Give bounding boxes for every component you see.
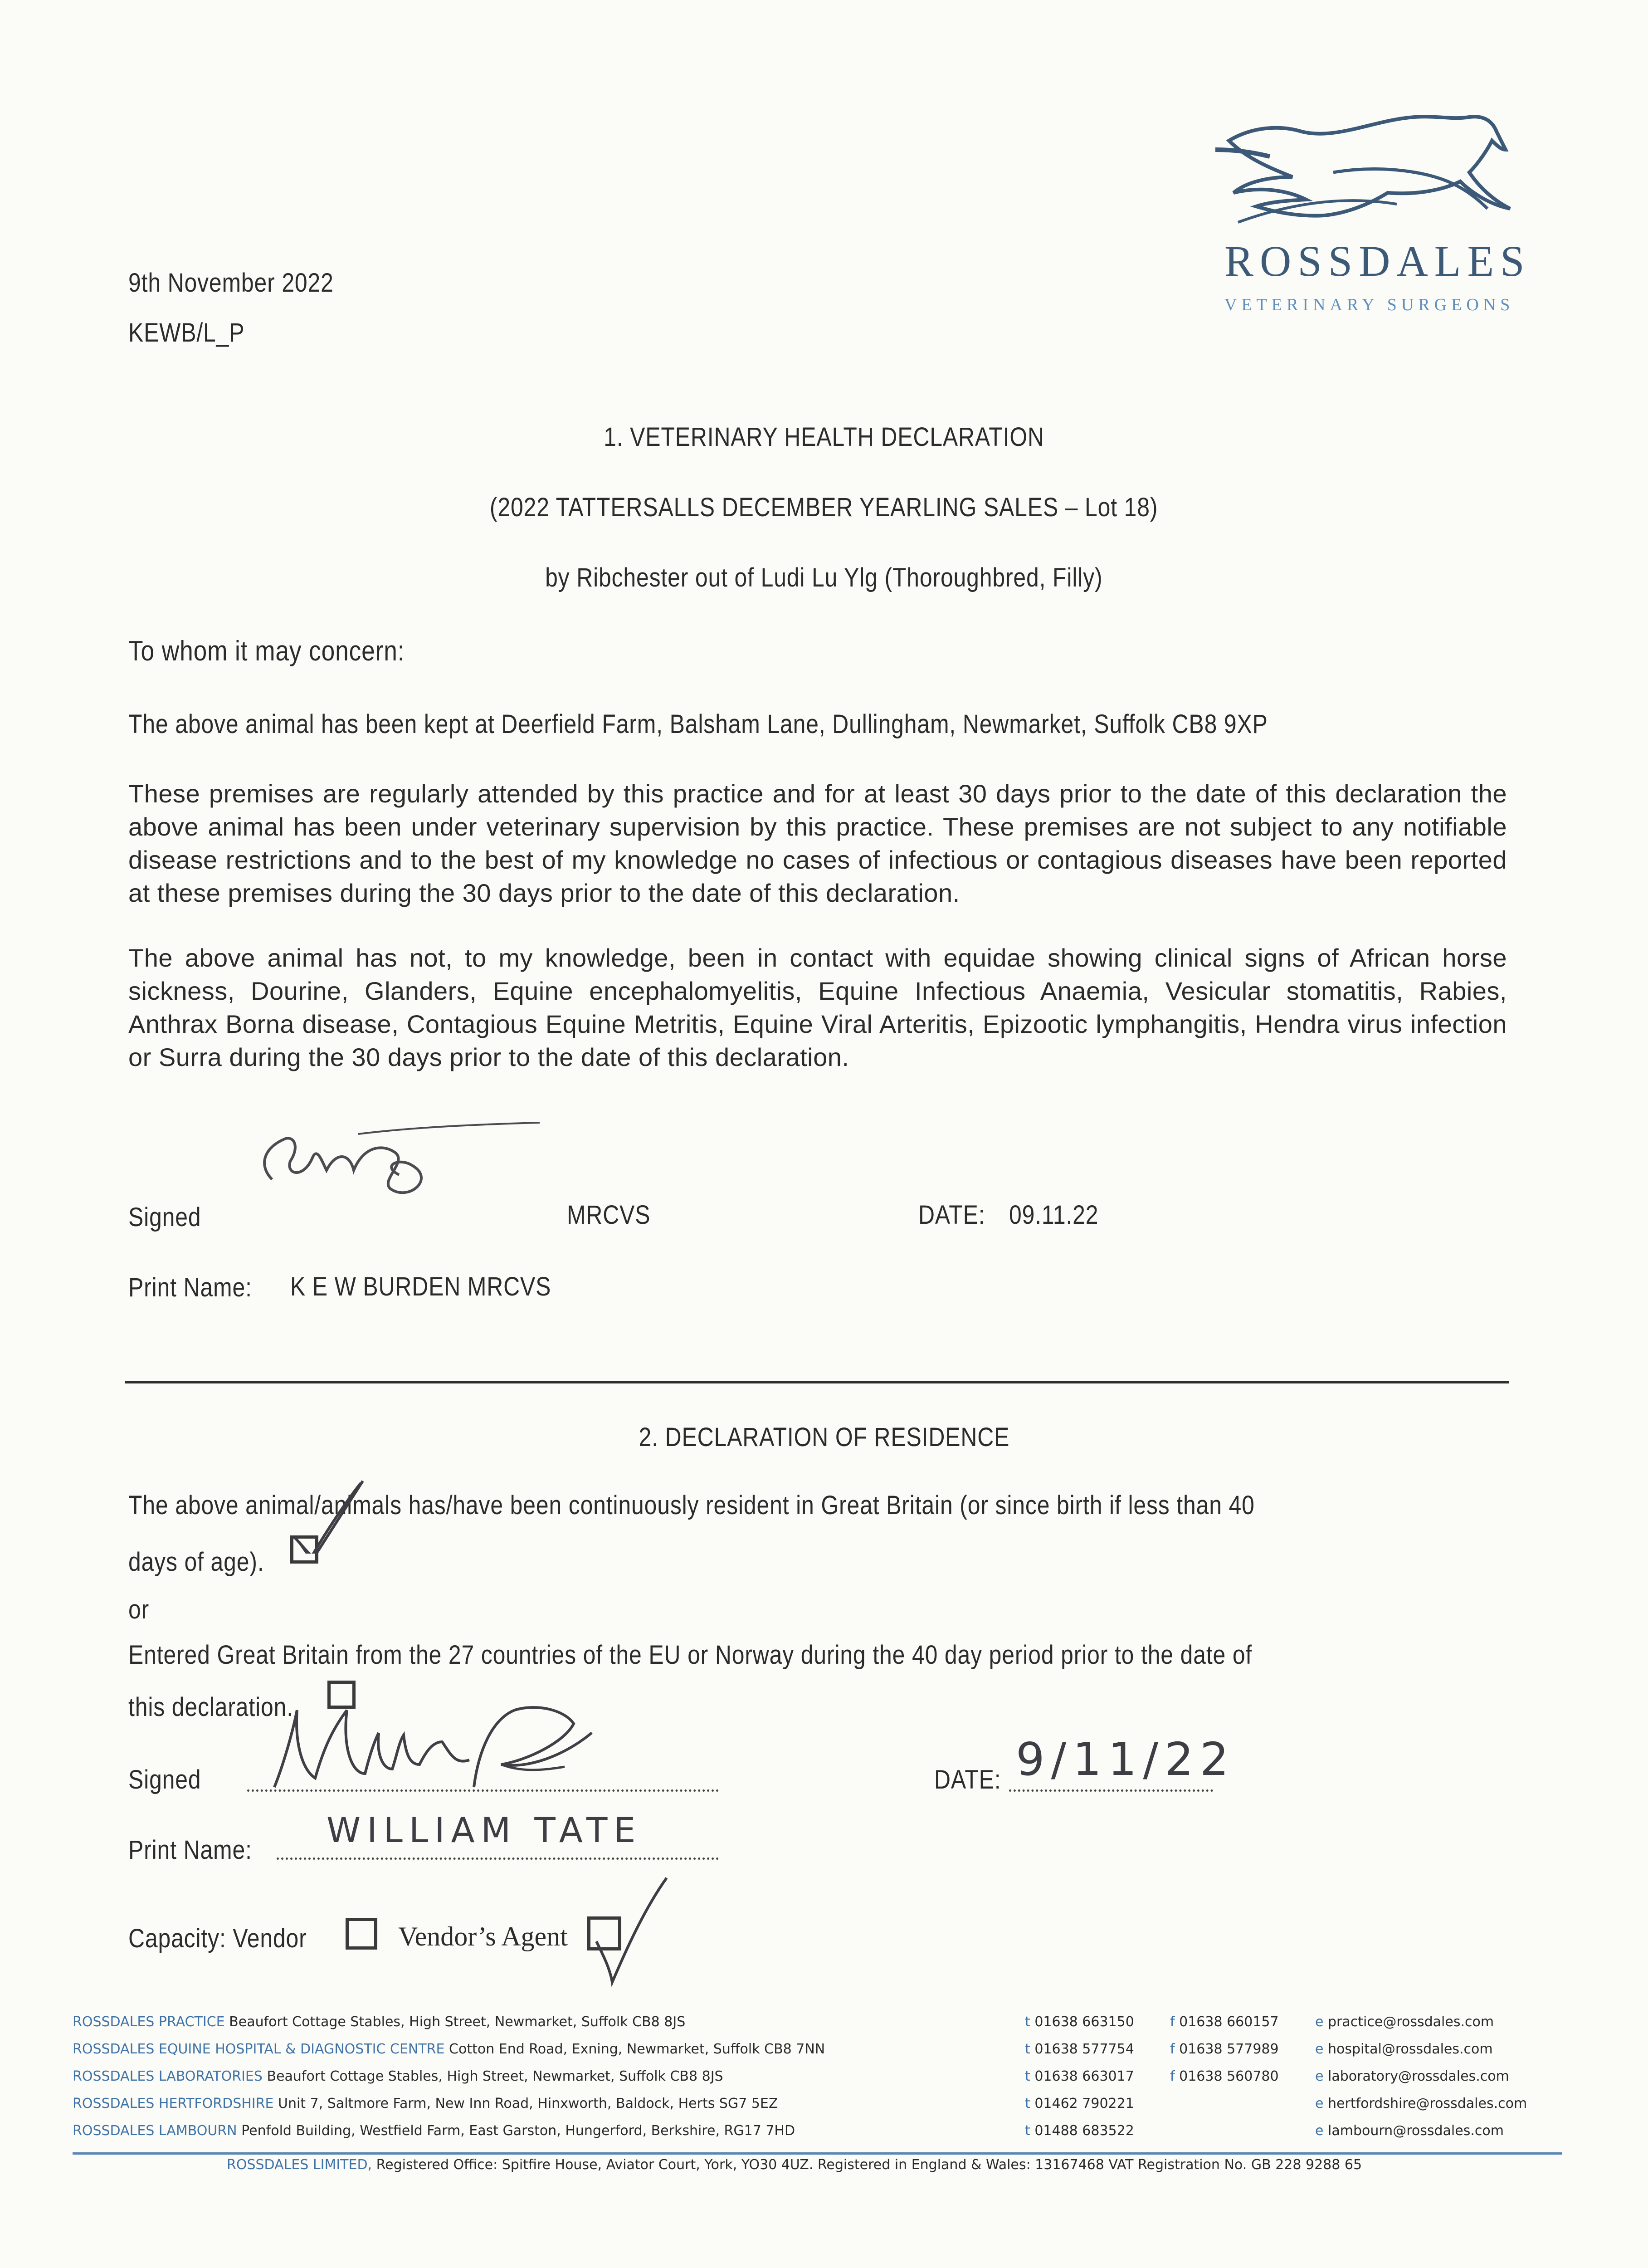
office-fax: 01638 560780 [1179,2068,1279,2084]
section2-title: 2. DECLARATION OF RESIDENCE [639,1422,1009,1452]
vendor-signature-icon [247,1692,619,1796]
residence-option2-line1: Entered Great Britain from the 27 countries of the EU or Norway during the 40 day period prior to the date of [128,1640,1253,1670]
email-label: e [1315,2123,1324,2139]
office-email[interactable]: hospital@rossdales.com [1328,2041,1493,2057]
vendor-print-line [277,1857,719,1860]
contact-paragraph: The above animal has not, to my knowledge, been in contact with equidae showing clinical signs of African horse sickness, Dourine, Glanders, Equine encephalomyelitis, Equine Infectious Anaemia, Vesicular stomatitis, Rabies, Anthrax Borna disease, Contagious Equine Metritis, Equine Viral Arteritis, Epizootic lymphangitis, Hendra virus infection or Surra during the 30 days prior to the date of this declaration. [128,943,1507,1071]
vet-print-label: Print Name: [128,1273,252,1302]
letter-date: 9th November 2022 [128,268,334,298]
registration-line [227,2157,1587,2173]
phone-label: t [1025,2068,1030,2084]
residence-option1-line1: The above animal/animals has/have been continuously resident in Great Britain (or since birth if less than 40 [128,1491,1255,1520]
fax-label: f [1170,2014,1175,2030]
office-address: Beaufort Cottage Stables, High Street, Newmarket, Suffolk CB8 8JS [267,2068,723,2084]
footer-office-row [73,2068,1578,2096]
office-name: ROSSDALES PRACTICE [73,2014,225,2030]
office-address: Cotton End Road, Exning, Newmarket, Suffolk CB8 7NN [449,2041,825,2057]
phone-label: t [1025,2014,1030,2030]
vet-date-value: 09.11.22 [1009,1200,1099,1230]
office-phone: 01638 577754 [1034,2041,1134,2057]
mrcvs-label: MRCVS [567,1200,651,1230]
office-fax: 01638 660157 [1179,2014,1279,2030]
horse-logo-icon [1197,100,1515,236]
vendor-checkbox[interactable] [346,1918,377,1950]
office-phone: 01488 683522 [1034,2123,1134,2139]
fax-label: f [1170,2041,1175,2057]
vendors-agent-label: Vendor’s Agent [398,1921,568,1951]
office-name: ROSSDALES LABORATORIES [73,2068,263,2084]
or-label: or [128,1595,150,1624]
office-name: ROSSDALES EQUINE HOSPITAL & DIAGNOSTIC CENTRE [73,2041,445,2057]
horse-description: by Ribchester out of Ludi Lu Ylg (Thoroughbred, Filly) [545,563,1103,592]
office-name: ROSSDALES HERTFORDSHIRE [73,2096,274,2112]
vendor-signed-label: Signed [128,1765,201,1794]
capacity-vendor-label: Capacity: Vendor [128,1924,307,1953]
vendor-date-label: DATE: [934,1765,1001,1794]
supervision-paragraph: These premises are regularly attended by this practice and for at least 30 days prior to the date of this declaration the above animal has been under veterinary supervision by this practice. These premises are not subject to any notifiable disease restrictions and to the best of my knowledge no cases of infectious or contagious diseases have been reported at these premises during the 30 days prior to the date of this declaration. [128,779,1507,907]
logo-subtitle: VETERINARY SURGEONS [1224,295,1515,314]
phone-label: t [1025,2041,1030,2057]
salutation: To whom it may concern: [128,635,405,667]
vendor-date-value: 9/11/22 [1016,1733,1235,1786]
office-fax: 01638 577989 [1179,2041,1279,2057]
email-label: e [1315,2041,1324,2057]
sale-title: (2022 TATTERSALLS DECEMBER YEARLING SALES – Lot 18) [490,493,1158,522]
office-name: ROSSDALES LAMBOURN [73,2123,237,2139]
email-label: e [1315,2014,1324,2030]
phone-label: t [1025,2096,1030,2112]
office-email[interactable]: laboratory@rossdales.com [1328,2068,1509,2084]
office-phone: 01638 663017 [1034,2068,1134,2084]
footer-office-row [73,2123,1578,2150]
registration-text: Registered Office: Spitfire House, Aviator Court, York, YO30 4UZ. Registered in England & Wales: 13167468 VAT Registration No. GB 228 9288 65 [376,2157,1362,2173]
office-email[interactable]: lambourn@rossdales.com [1328,2123,1504,2139]
office-phone: 01462 790221 [1034,2096,1134,2112]
office-address: Beaufort Cottage Stables, High Street, Newmarket, Suffolk CB8 8JS [229,2014,686,2030]
footer-rule [73,2152,1562,2155]
office-email[interactable]: hertfordshire@rossdales.com [1328,2096,1527,2112]
phone-label: t [1025,2123,1030,2139]
email-label: e [1315,2068,1324,2084]
fax-label: f [1170,2068,1175,2084]
office-address: Unit 7, Saltmore Farm, New Inn Road, Hinxworth, Baldock, Herts SG7 5EZ [278,2096,778,2112]
reference: KEWB/L_P [128,318,245,347]
logo-name: ROSSDALES [1224,237,1531,285]
vet-signature-icon [245,1111,562,1220]
vendor-print-label: Print Name: [128,1835,252,1865]
vendor-print-name: WILLIAM TATE [327,1810,642,1850]
vendor-date-line [1009,1789,1213,1792]
section-divider [125,1381,1509,1383]
email-label: e [1315,2096,1324,2112]
checkmark-icon [281,1476,372,1554]
footer-office-row [73,2041,1578,2068]
vet-print-name: K E W BURDEN MRCVS [290,1272,551,1301]
premises-paragraph: The above animal has been kept at Deerfield Farm, Balsham Lane, Dullingham, Newmarket, Suffolk CB8 9XP [128,709,1268,739]
vet-date-label: DATE: [918,1200,985,1230]
office-phone: 01638 663150 [1034,2014,1134,2030]
footer-office-row [73,2096,1578,2123]
footer [73,2014,1578,2204]
logo [1197,100,1531,336]
footer-office-row [73,2014,1578,2041]
agent-checkmark-icon [585,1869,676,1987]
office-email[interactable]: practice@rossdales.com [1328,2014,1494,2030]
company-name: ROSSDALES LIMITED, [227,2157,372,2173]
vet-signed-label: Signed [128,1202,201,1232]
office-address: Penfold Building, Westfield Farm, East Garston, Hungerford, Berkshire, RG17 7HD [241,2123,795,2139]
section1-title: 1. VETERINARY HEALTH DECLARATION [604,422,1044,452]
residence-option2-line2: this declaration. [128,1692,293,1722]
residence-option1-line2: days of age). [128,1547,264,1577]
